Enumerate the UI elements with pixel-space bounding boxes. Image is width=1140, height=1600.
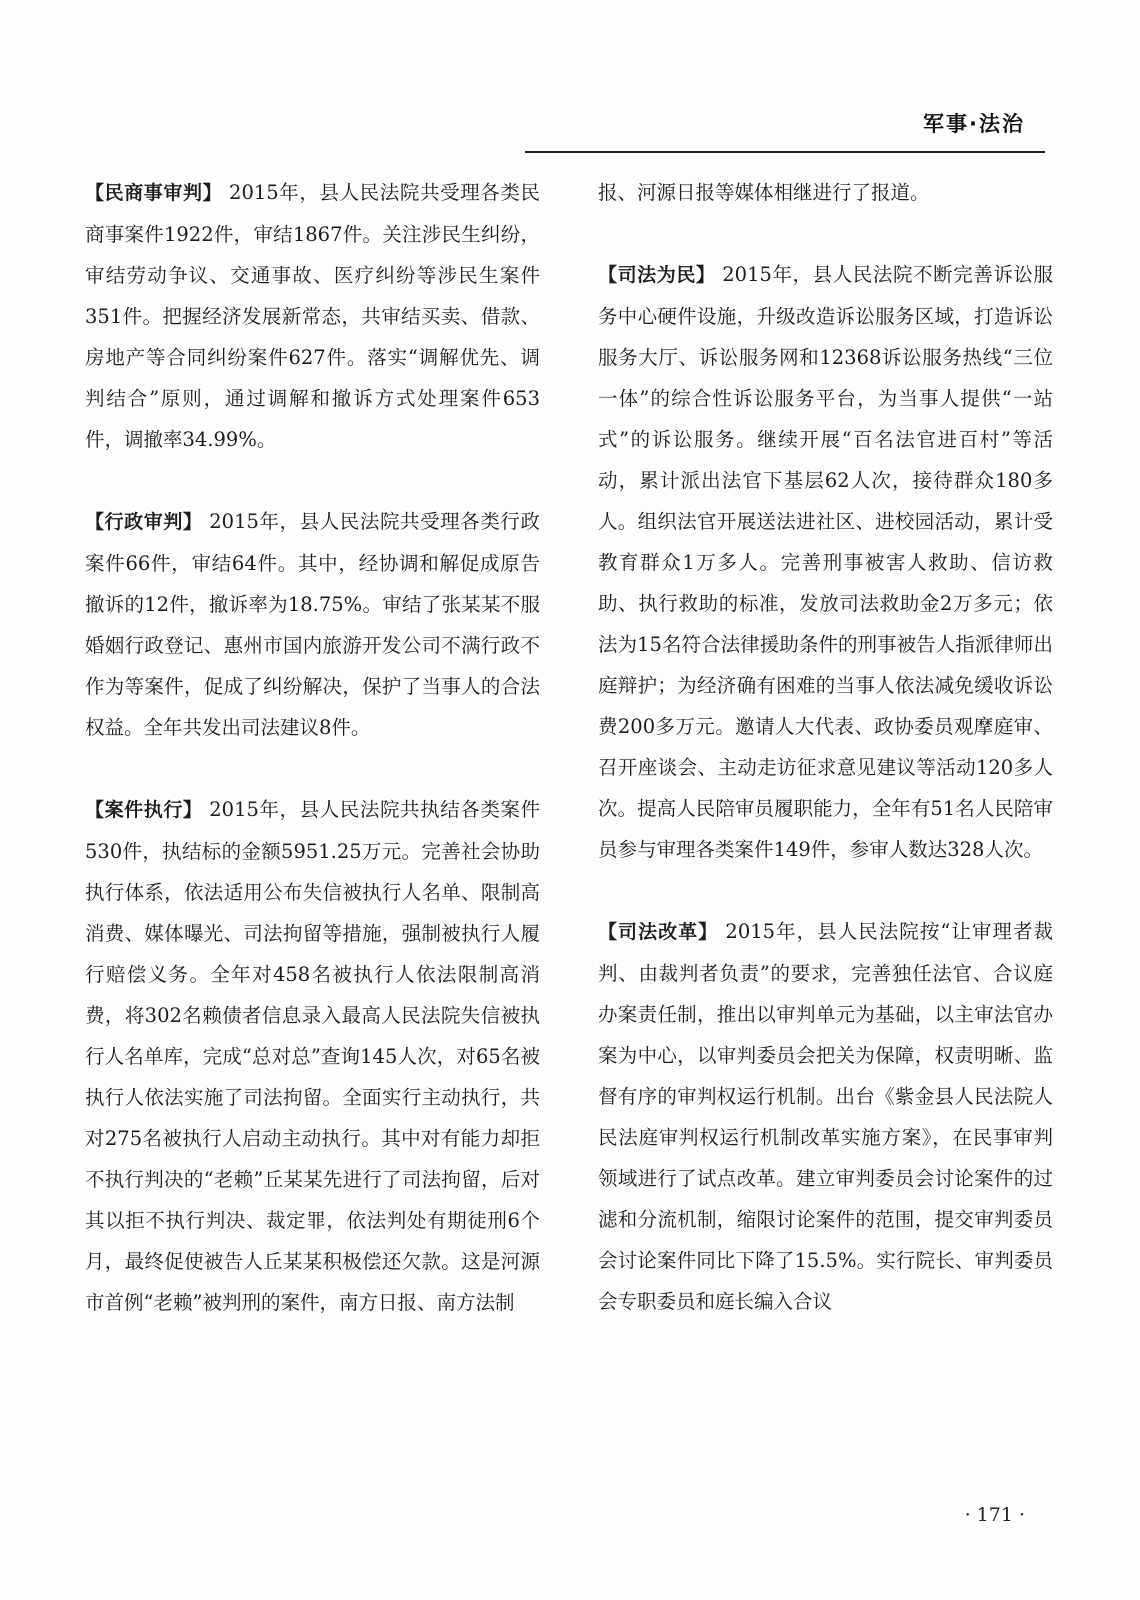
paragraph-text: 2015年，县人民法院共执结各类案件530件，执结标的金额5951.25万元。完善社会协助执行体系，依法适用公布失信被执行人名单、限制高消费、媒体曝光、司法拘留等措施，强制被执行人履行赔偿义务。全年对458名被执行人依法限制高消费，将302名赖债者信息录入最高人民法院失信被执行人名单库，完成“总对总”查询145人次，对65名被执行人依法实施了司法拘留。全面实行主动执行，共对275名被执行人启动主动执行。其中对有能力却拒不执行判决的“老赖”丘某某先进行了司法拘留，后对其以拒不执行判决、裁定罪，依法判处有期徒刑6个月，最终促使被告人丘某某积极偿还欠款。这是河源市首例“老赖”被判刑的案件，南方日报、南方法制: [85, 798, 540, 1314]
paragraph-heading: 【民商事审判】: [85, 182, 223, 204]
paragraph-heading: 【司法为民】: [598, 264, 716, 286]
header-rule: [525, 151, 1045, 153]
right-column: [598, 172, 1053, 1322]
paragraph-text: 2015年，县人民法院共受理各类行政案件66件，审结64件。其中，经协调和解促成原告撤诉的12件，撤诉率为18.75%。审结了张某某不服婚姻行政登记、惠州市国内旅游开发公司不满行政不作为等案件，促成了纠纷解决，保护了当事人的合法权益。全年共发出司法建议8件。: [85, 510, 540, 739]
paragraph-civil-commercial-trial: [85, 172, 540, 460]
section-title: 军事·法治: [923, 112, 1025, 136]
paragraph-text: 2015年，县人民法院共受理各类民商事案件1922件，审结1867件。关注涉民生纠纷，审结劳动争议、交通事故、医疗纠纷等涉民生案件351件。把握经济发展新常态，共审结买卖、借款、房地产等合同纠纷案件627件。落实“调解优先、调判结合”原则，通过调解和撤诉方式处理案件653件，调撤率34.99%。: [85, 181, 540, 451]
page-number: · 171 ·: [964, 1504, 1025, 1526]
paragraph-administrative-trial: [85, 501, 540, 748]
left-column: [85, 172, 540, 1323]
paragraph-text: 2015年，县人民法院不断完善诉讼服务中心硬件设施，升级改造诉讼服务区域，打造诉讼服务大厅、诉讼服务网和12368诉讼服务热线“三位一体”的综合性诉讼服务平台，为当事人提供“一站式”的诉讼服务。继续开展“百名法官进百村”等活动，累计派出法官下基层62人次，接待群众180多人。组织法官开展送法进社区、进校园活动，累计受教育群众1万多人。完善刑事被害人救助、信访救助、执行救助的标准，发放司法救助金2万多元；依法为15名符合法律援助条件的刑事被告人指派律师出庭辩护；为经济确有困难的当事人依法减免缓收诉讼费200多万元。邀请人大代表、政协委员观摩庭审、召开座谈会、主动走访征求意见建议等活动120多人次。提高人民陪审员履职能力，全年有51名人民陪审员参与审理各类案件149件，参审人数达328人次。: [598, 263, 1053, 861]
paragraph-text: 2015年，县人民法院按“让审理者裁判、由裁判者负责”的要求，完善独任法官、合议庭办案责任制，推出以审判单元为基础，以主审法官办案为中心，以审判委员会把关为保障，权责明晰、监督有序的审判权运行机制。出台《紫金县人民法院人民法庭审判权运行机制改革实施方案》，在民事审判领域进行了试点改革。建立审判委员会讨论案件的过滤和分流机制，缩限讨论案件的范围，提交审判委员会讨论案件同比下降了15.5%。实行院长、审判委员会专职委员和庭长编入合议: [598, 920, 1053, 1313]
paragraph-justice-for-people: [598, 254, 1053, 870]
paragraph-heading: 【案件执行】: [85, 799, 203, 821]
paragraph-judicial-reform: [598, 911, 1053, 1322]
paragraph-case-execution: [85, 789, 540, 1323]
paragraph-heading: 【行政审判】: [85, 511, 203, 533]
paragraph-continuation: 报、河源日报等媒体相继进行了报道。: [598, 181, 930, 204]
paragraph-heading: 【司法改革】: [598, 921, 719, 943]
